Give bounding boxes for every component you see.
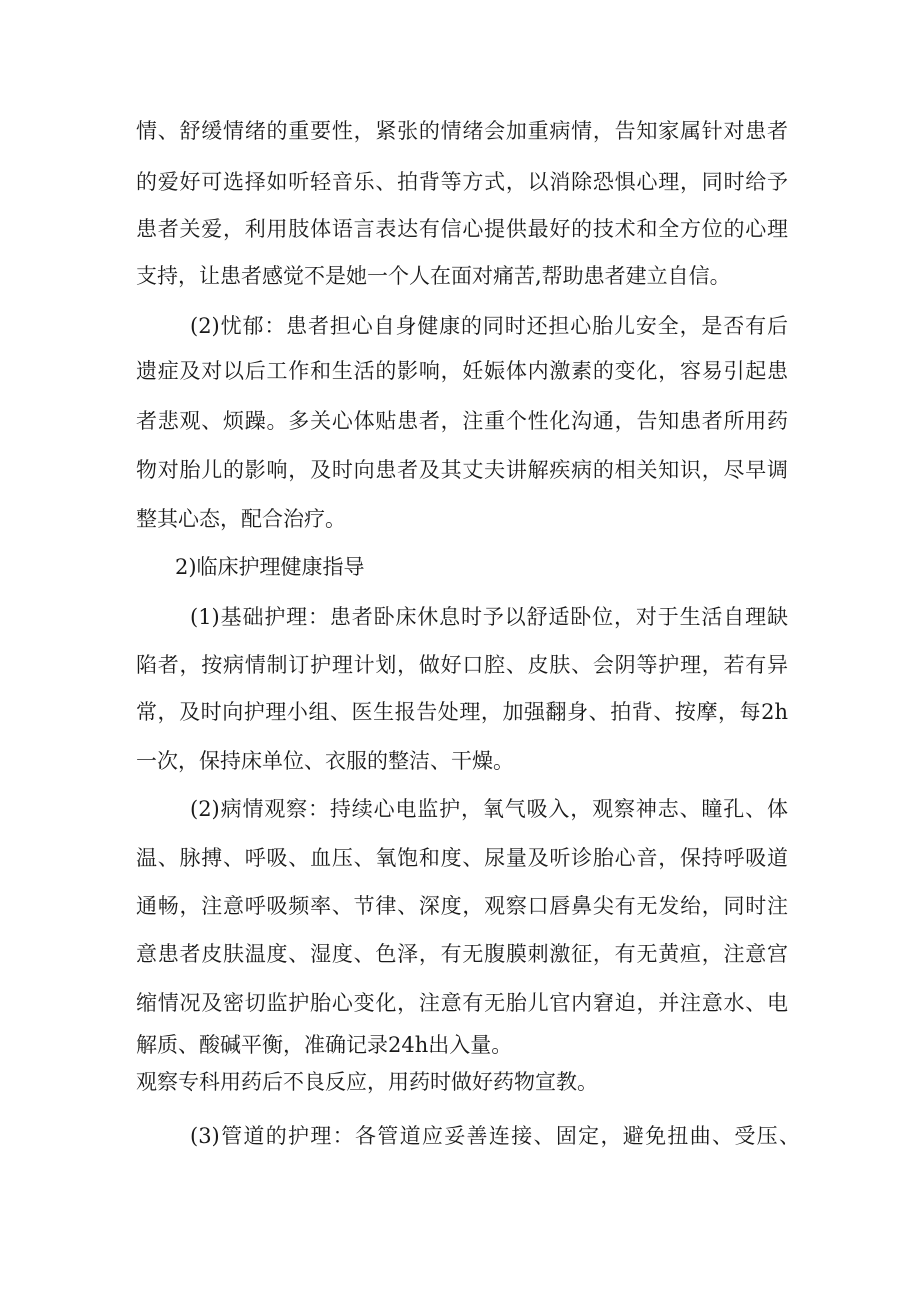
- paragraph-line: 意患者皮肤温度、湿度、色泽，有无腹膜刺激征，有无黄疸，注意宫: [136, 942, 788, 966]
- paragraph-line: 整其心态，配合治疗。: [136, 507, 346, 531]
- paragraph-line: 缩情况及密切监护胎心变化，注意有无胎儿官内窘迫，并注意水、电: [136, 991, 788, 1015]
- paragraph-line: 患者关爱，利用肢体语言表达有信心提供最好的技术和全方位的心理: [136, 217, 788, 241]
- paragraph-line: 观察专科用药后不良反应，用药时做好药物宣教。: [136, 1070, 598, 1094]
- paragraph-line: (2)忧郁：患者担心自身健康的同时还担心胎儿安全，是否有后: [190, 314, 788, 338]
- paragraph-line: 的爱好可选择如听轻音乐、拍背等方式，以消除恐惧心理，同时给予: [136, 170, 788, 194]
- paragraph-line: 情、舒缓情绪的重要性，紧张的情绪会加重病情，告知家属针对患者: [136, 119, 788, 143]
- paragraph-line: 一次，保持床单位、衣服的整洁、干燥。: [136, 749, 514, 773]
- paragraph-line: 解质、酸碱平衡，准确记录24h出入量。: [136, 1033, 513, 1057]
- section-heading: 2)临床护理健康指导: [175, 555, 365, 579]
- paragraph-line: 支持，让患者感觉不是她一个人在面对痛苦,帮助患者建立自信。: [136, 264, 731, 288]
- paragraph-line: 陷者，按病情制订护理计划，做好口腔、皮肤、会阴等护理，若有异: [136, 653, 788, 677]
- paragraph-line: (3)管道的护理：各管道应妥善连接、固定，避免扭曲、受压、: [190, 1124, 800, 1148]
- paragraph-line: 遗症及对以后工作和生活的影响，妊娠体内激素的变化，容易引起患: [136, 359, 788, 383]
- paragraph-line: 物对胎儿的影响，及时向患者及其丈夫讲解疾病的相关知识，尽早调: [136, 458, 788, 482]
- paragraph-line: 通畅，注意呼吸频率、节律、深度，观察口唇鼻尖有无发绐，同时注: [136, 894, 788, 918]
- paragraph-line: (2)病情观察：持续心电监护，氧气吸入，观察神志、瞳孔、体: [190, 797, 788, 821]
- paragraph-line: 常，及时向护理小组、医生报告处理，加强翻身、拍背、按摩，每2h: [136, 700, 788, 724]
- paragraph-line: 温、脉搏、呼吸、血压、氧饱和度、尿量及听诊胎心音，保持呼吸道: [136, 846, 788, 870]
- paragraph-line: 者悲观、烦躁。多关心体贴患者，注重个性化沟通，告知患者所用药: [136, 409, 788, 433]
- paragraph-line: (1)基础护理：患者卧床休息时予以舒适卧位，对于生活自理缺: [190, 605, 788, 629]
